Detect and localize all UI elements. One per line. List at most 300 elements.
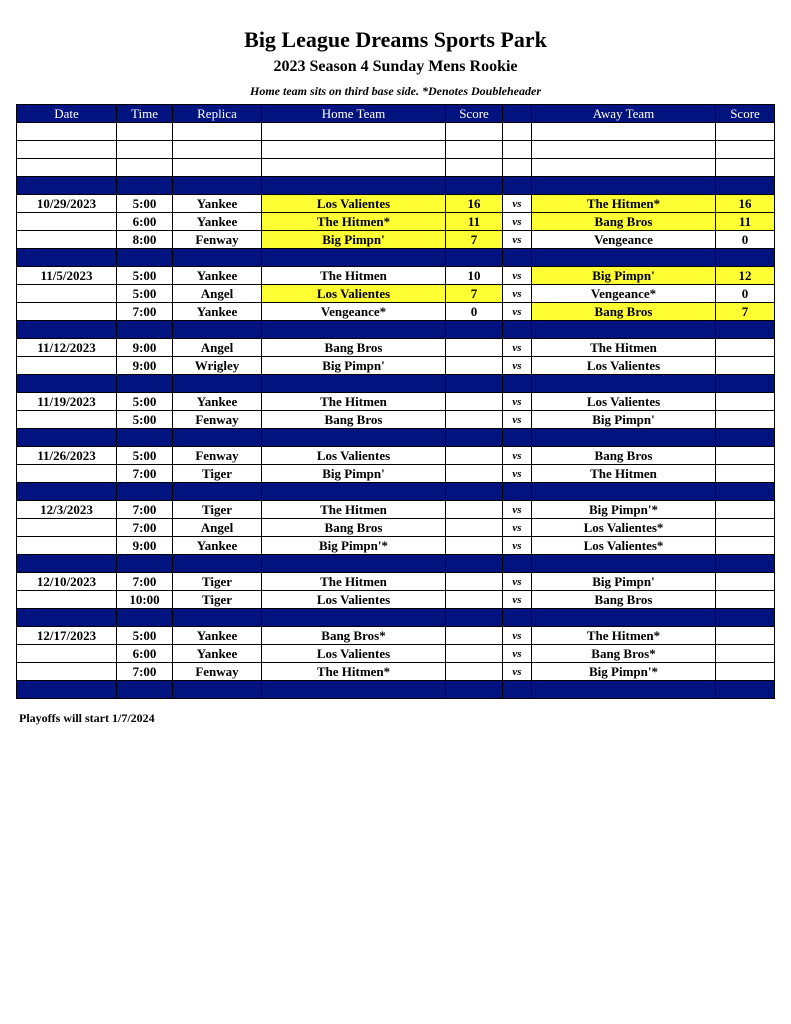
home-score-cell: 0 [446, 303, 503, 321]
separator-cell [173, 429, 262, 447]
separator-cell [117, 177, 173, 195]
date-cell [17, 303, 117, 321]
blank-cell [17, 159, 117, 177]
home-team-cell: Los Valientes [262, 285, 446, 303]
table-row [17, 591, 775, 609]
away-score-cell: 12 [716, 267, 775, 285]
separator-cell [716, 249, 775, 267]
away-team-cell: Los Valientes [532, 357, 716, 375]
away-score-cell [716, 501, 775, 519]
vs-cell: vs [503, 591, 532, 609]
separator-cell [117, 483, 173, 501]
separator-cell [262, 555, 446, 573]
away-score-cell [716, 411, 775, 429]
separator-row [17, 321, 775, 339]
time-cell: 7:00 [117, 519, 173, 537]
time-cell: 7:00 [117, 465, 173, 483]
col-header-date: Date [17, 105, 117, 123]
home-team-cell: Big Pimpn' [262, 465, 446, 483]
col-header-home-team: Home Team [262, 105, 446, 123]
separator-cell [262, 429, 446, 447]
time-cell: 5:00 [117, 285, 173, 303]
home-team-cell: The Hitmen [262, 501, 446, 519]
separator-cell [173, 681, 262, 699]
home-team-cell: The Hitmen* [262, 213, 446, 231]
separator-cell [173, 483, 262, 501]
separator-cell [446, 483, 503, 501]
replica-cell: Yankee [173, 537, 262, 555]
blank-cell [262, 141, 446, 159]
time-cell: 5:00 [117, 627, 173, 645]
date-cell [17, 519, 117, 537]
vs-cell: vs [503, 339, 532, 357]
date-cell: 11/5/2023 [17, 267, 117, 285]
vs-cell: vs [503, 465, 532, 483]
blank-cell [173, 123, 262, 141]
separator-cell [716, 177, 775, 195]
separator-cell [503, 429, 532, 447]
table-row [17, 519, 775, 537]
home-score-cell [446, 357, 503, 375]
vs-cell: vs [503, 357, 532, 375]
time-cell: 5:00 [117, 393, 173, 411]
time-cell: 5:00 [117, 411, 173, 429]
table-row [17, 357, 775, 375]
away-team-cell: Big Pimpn'* [532, 663, 716, 681]
away-team-cell: Big Pimpn'* [532, 501, 716, 519]
away-score-cell [716, 519, 775, 537]
time-cell: 7:00 [117, 501, 173, 519]
home-team-cell: Bang Bros [262, 411, 446, 429]
away-team-cell: Big Pimpn' [532, 573, 716, 591]
separator-cell [446, 681, 503, 699]
page-title: Big League Dreams Sports Park [244, 27, 547, 52]
home-score-cell [446, 411, 503, 429]
away-team-cell: Bang Bros* [532, 645, 716, 663]
col-header-vs [503, 105, 532, 123]
away-score-cell [716, 663, 775, 681]
separator-cell [173, 375, 262, 393]
separator-cell [173, 555, 262, 573]
date-cell: 12/3/2023 [17, 501, 117, 519]
replica-cell: Yankee [173, 303, 262, 321]
separator-row [17, 177, 775, 195]
time-cell: 9:00 [117, 357, 173, 375]
away-score-cell: 0 [716, 231, 775, 249]
blank-cell [503, 123, 532, 141]
home-score-cell [446, 339, 503, 357]
home-team-cell: Los Valientes [262, 645, 446, 663]
table-row [17, 627, 775, 645]
time-cell: 5:00 [117, 447, 173, 465]
home-team-cell: Los Valientes [262, 447, 446, 465]
replica-cell: Tiger [173, 501, 262, 519]
home-team-cell: Los Valientes [262, 195, 446, 213]
separator-cell [532, 555, 716, 573]
date-cell [17, 537, 117, 555]
separator-cell [17, 429, 117, 447]
home-score-cell [446, 627, 503, 645]
blank-cell [446, 141, 503, 159]
table-row [17, 195, 775, 213]
separator-cell [503, 321, 532, 339]
home-team-cell: The Hitmen [262, 267, 446, 285]
table-row [17, 303, 775, 321]
separator-cell [716, 609, 775, 627]
replica-cell: Yankee [173, 645, 262, 663]
away-score-cell [716, 627, 775, 645]
home-score-cell: 11 [446, 213, 503, 231]
home-score-cell [446, 591, 503, 609]
away-team-cell: Los Valientes* [532, 537, 716, 555]
away-team-cell: Bang Bros [532, 447, 716, 465]
time-cell: 5:00 [117, 267, 173, 285]
replica-cell: Tiger [173, 573, 262, 591]
replica-cell: Fenway [173, 663, 262, 681]
date-cell [17, 591, 117, 609]
separator-cell [716, 429, 775, 447]
date-cell: 11/12/2023 [17, 339, 117, 357]
separator-cell [446, 375, 503, 393]
separator-cell [173, 321, 262, 339]
away-score-cell [716, 357, 775, 375]
col-header-away-score: Score [716, 105, 775, 123]
separator-row [17, 483, 775, 501]
away-score-cell [716, 573, 775, 591]
home-score-cell [446, 537, 503, 555]
date-cell [17, 411, 117, 429]
home-team-cell: The Hitmen* [262, 663, 446, 681]
separator-cell [262, 375, 446, 393]
separator-cell [716, 681, 775, 699]
separator-cell [532, 249, 716, 267]
home-team-cell: Vengeance* [262, 303, 446, 321]
blank-cell [503, 141, 532, 159]
time-cell: 6:00 [117, 213, 173, 231]
time-cell: 5:00 [117, 195, 173, 213]
replica-cell: Yankee [173, 393, 262, 411]
away-score-cell: 16 [716, 195, 775, 213]
away-team-cell: Los Valientes* [532, 519, 716, 537]
home-score-cell: 10 [446, 267, 503, 285]
separator-cell [173, 177, 262, 195]
separator-cell [262, 321, 446, 339]
replica-cell: Tiger [173, 591, 262, 609]
blank-cell [716, 141, 775, 159]
separator-cell [173, 249, 262, 267]
vs-cell: vs [503, 213, 532, 231]
separator-cell [17, 681, 117, 699]
date-cell [17, 231, 117, 249]
away-team-cell: Big Pimpn' [532, 411, 716, 429]
home-score-cell [446, 645, 503, 663]
replica-cell: Yankee [173, 627, 262, 645]
vs-cell: vs [503, 519, 532, 537]
vs-cell: vs [503, 627, 532, 645]
col-header-home-score: Score [446, 105, 503, 123]
home-score-cell [446, 393, 503, 411]
vs-cell: vs [503, 195, 532, 213]
time-cell: 10:00 [117, 591, 173, 609]
home-score-cell [446, 663, 503, 681]
replica-cell: Yankee [173, 195, 262, 213]
date-cell [17, 465, 117, 483]
time-cell: 7:00 [117, 303, 173, 321]
blank-cell [262, 123, 446, 141]
away-team-cell: The Hitmen* [532, 195, 716, 213]
header-note: Home team sits on third base side. *Denotes Doubleheader [250, 84, 541, 98]
separator-cell [716, 321, 775, 339]
away-score-cell [716, 447, 775, 465]
separator-cell [262, 609, 446, 627]
away-team-cell: The Hitmen [532, 339, 716, 357]
time-cell: 7:00 [117, 663, 173, 681]
blank-cell [716, 159, 775, 177]
separator-cell [262, 249, 446, 267]
table-row [17, 447, 775, 465]
away-score-cell [716, 339, 775, 357]
replica-cell: Fenway [173, 231, 262, 249]
col-header-replica: Replica [173, 105, 262, 123]
vs-cell: vs [503, 267, 532, 285]
table-row [17, 339, 775, 357]
replica-cell: Angel [173, 285, 262, 303]
home-score-cell [446, 465, 503, 483]
col-header-away-team: Away Team [532, 105, 716, 123]
time-cell: 9:00 [117, 537, 173, 555]
vs-cell: vs [503, 573, 532, 591]
vs-cell: vs [503, 645, 532, 663]
table-row [17, 663, 775, 681]
separator-row [17, 609, 775, 627]
separator-cell [117, 555, 173, 573]
replica-cell: Angel [173, 339, 262, 357]
separator-cell [117, 609, 173, 627]
separator-row [17, 249, 775, 267]
separator-cell [446, 609, 503, 627]
separator-cell [446, 321, 503, 339]
separator-cell [532, 429, 716, 447]
date-cell [17, 357, 117, 375]
home-team-cell: Bang Bros* [262, 627, 446, 645]
replica-cell: Wrigley [173, 357, 262, 375]
blank-cell [446, 159, 503, 177]
away-score-cell: 7 [716, 303, 775, 321]
blank-row [17, 123, 775, 141]
table-row [17, 267, 775, 285]
home-team-cell: Bang Bros [262, 519, 446, 537]
date-cell [17, 663, 117, 681]
away-team-cell: Bang Bros [532, 213, 716, 231]
separator-cell [716, 375, 775, 393]
blank-cell [117, 159, 173, 177]
replica-cell: Tiger [173, 465, 262, 483]
home-team-cell: The Hitmen [262, 573, 446, 591]
table-row [17, 501, 775, 519]
blank-row [17, 159, 775, 177]
blank-cell [173, 141, 262, 159]
blank-cell [503, 159, 532, 177]
header-row [17, 105, 775, 123]
separator-cell [503, 681, 532, 699]
table-row [17, 231, 775, 249]
separator-cell [262, 177, 446, 195]
separator-cell [117, 375, 173, 393]
separator-cell [446, 249, 503, 267]
separator-cell [17, 177, 117, 195]
separator-cell [17, 609, 117, 627]
home-score-cell [446, 501, 503, 519]
date-cell: 12/17/2023 [17, 627, 117, 645]
vs-cell: vs [503, 411, 532, 429]
home-score-cell [446, 519, 503, 537]
separator-cell [503, 555, 532, 573]
away-score-cell: 0 [716, 285, 775, 303]
page-subtitle: 2023 Season 4 Sunday Mens Rookie [273, 58, 518, 75]
separator-cell [716, 555, 775, 573]
table-row [17, 537, 775, 555]
away-team-cell: Big Pimpn' [532, 267, 716, 285]
vs-cell: vs [503, 537, 532, 555]
separator-cell [503, 177, 532, 195]
separator-cell [17, 249, 117, 267]
separator-cell [117, 681, 173, 699]
replica-cell: Angel [173, 519, 262, 537]
blank-cell [446, 123, 503, 141]
away-team-cell: Vengeance [532, 231, 716, 249]
blank-cell [17, 141, 117, 159]
date-cell: 10/29/2023 [17, 195, 117, 213]
separator-cell [262, 681, 446, 699]
vs-cell: vs [503, 285, 532, 303]
blank-cell [532, 159, 716, 177]
blank-cell [17, 123, 117, 141]
blank-cell [262, 159, 446, 177]
separator-cell [503, 609, 532, 627]
separator-cell [532, 681, 716, 699]
away-team-cell: Bang Bros [532, 591, 716, 609]
blank-cell [117, 123, 173, 141]
away-team-cell: Bang Bros [532, 303, 716, 321]
separator-cell [446, 177, 503, 195]
away-score-cell [716, 645, 775, 663]
table-row [17, 393, 775, 411]
separator-row [17, 681, 775, 699]
table-row [17, 285, 775, 303]
vs-cell: vs [503, 663, 532, 681]
separator-cell [117, 249, 173, 267]
separator-cell [117, 321, 173, 339]
separator-cell [503, 249, 532, 267]
blank-cell [716, 123, 775, 141]
replica-cell: Fenway [173, 411, 262, 429]
separator-cell [173, 609, 262, 627]
home-score-cell [446, 447, 503, 465]
date-cell [17, 285, 117, 303]
away-team-cell: The Hitmen [532, 465, 716, 483]
away-team-cell: Vengeance* [532, 285, 716, 303]
separator-cell [503, 375, 532, 393]
separator-row [17, 555, 775, 573]
vs-cell: vs [503, 501, 532, 519]
separator-cell [17, 555, 117, 573]
separator-cell [446, 555, 503, 573]
separator-row [17, 375, 775, 393]
separator-cell [716, 483, 775, 501]
separator-cell [17, 483, 117, 501]
home-score-cell: 7 [446, 231, 503, 249]
separator-cell [532, 321, 716, 339]
vs-cell: vs [503, 393, 532, 411]
blank-cell [173, 159, 262, 177]
date-cell [17, 213, 117, 231]
blank-cell [532, 123, 716, 141]
away-score-cell: 11 [716, 213, 775, 231]
blank-cell [532, 141, 716, 159]
home-team-cell: Big Pimpn' [262, 231, 446, 249]
separator-cell [446, 429, 503, 447]
separator-cell [262, 483, 446, 501]
home-score-cell: 16 [446, 195, 503, 213]
away-team-cell: Los Valientes [532, 393, 716, 411]
time-cell: 9:00 [117, 339, 173, 357]
vs-cell: vs [503, 447, 532, 465]
time-cell: 7:00 [117, 573, 173, 591]
schedule-table [16, 104, 775, 699]
home-team-cell: Big Pimpn' [262, 357, 446, 375]
date-cell: 12/10/2023 [17, 573, 117, 591]
away-score-cell [716, 393, 775, 411]
schedule-body [17, 123, 775, 699]
home-team-cell: Bang Bros [262, 339, 446, 357]
separator-row [17, 429, 775, 447]
separator-cell [532, 375, 716, 393]
away-score-cell [716, 591, 775, 609]
table-row [17, 411, 775, 429]
home-score-cell [446, 573, 503, 591]
away-score-cell [716, 465, 775, 483]
separator-cell [503, 483, 532, 501]
blank-cell [117, 141, 173, 159]
playoffs-note: Playoffs will start 1/7/2024 [19, 711, 155, 725]
separator-cell [17, 321, 117, 339]
table-row [17, 465, 775, 483]
replica-cell: Yankee [173, 213, 262, 231]
table-row [17, 573, 775, 591]
home-team-cell: Los Valientes [262, 591, 446, 609]
date-cell: 11/26/2023 [17, 447, 117, 465]
table-row [17, 645, 775, 663]
replica-cell: Yankee [173, 267, 262, 285]
separator-cell [532, 177, 716, 195]
vs-cell: vs [503, 303, 532, 321]
table-row [17, 213, 775, 231]
time-cell: 8:00 [117, 231, 173, 249]
date-cell: 11/19/2023 [17, 393, 117, 411]
home-score-cell: 7 [446, 285, 503, 303]
col-header-time: Time [117, 105, 173, 123]
separator-cell [117, 429, 173, 447]
away-team-cell: The Hitmen* [532, 627, 716, 645]
home-team-cell: The Hitmen [262, 393, 446, 411]
date-cell [17, 645, 117, 663]
replica-cell: Fenway [173, 447, 262, 465]
vs-cell: vs [503, 231, 532, 249]
blank-row [17, 141, 775, 159]
separator-cell [532, 609, 716, 627]
away-score-cell [716, 537, 775, 555]
home-team-cell: Big Pimpn'* [262, 537, 446, 555]
